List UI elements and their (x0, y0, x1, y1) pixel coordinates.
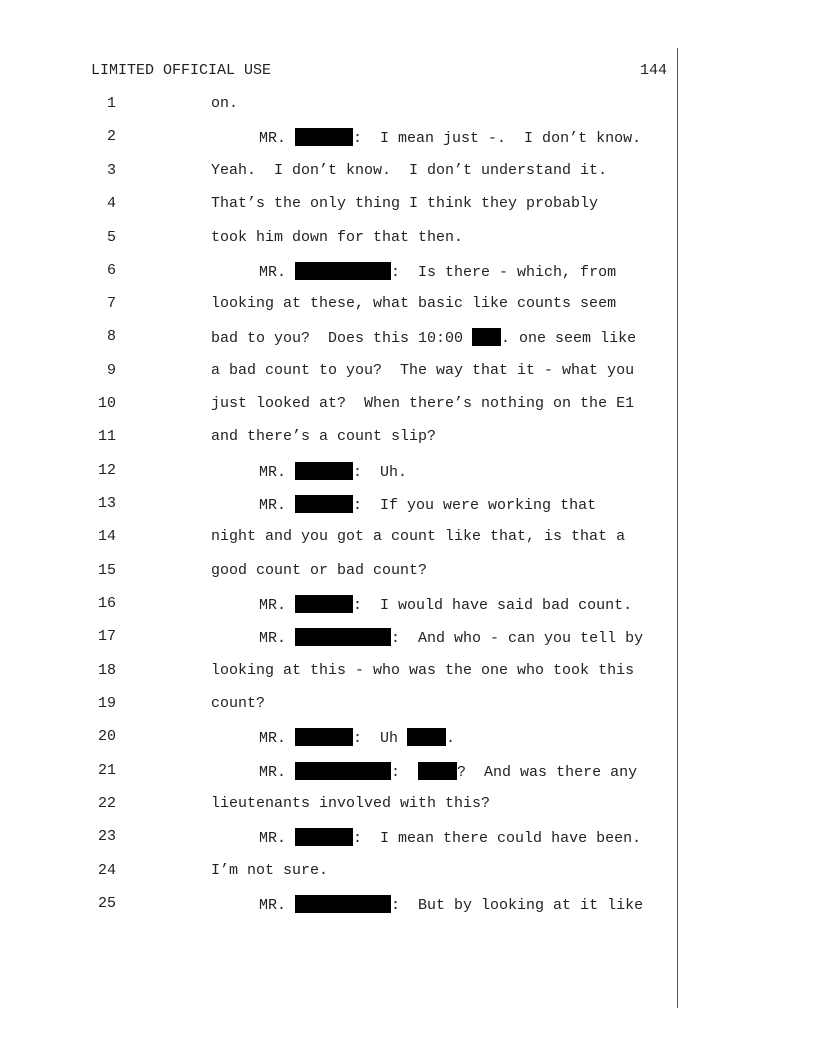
transcript-line (0, 728, 676, 748)
line-number: 25 (97, 895, 116, 912)
line-number: 24 (97, 862, 116, 879)
line-text: a bad count to you? The way that it - what you (211, 362, 635, 379)
redaction-box (295, 895, 391, 913)
line-number: 15 (97, 562, 116, 579)
line-number: 2 (106, 128, 116, 145)
line-number: 21 (97, 762, 116, 779)
line-text (259, 462, 407, 481)
speaker-prefix: MR. (259, 497, 287, 514)
redaction-box (295, 128, 353, 146)
transcript-line (0, 595, 676, 615)
transcript-line (0, 795, 676, 815)
line-text-content: : Uh (353, 730, 408, 747)
line-text (259, 828, 641, 847)
transcript-line (0, 195, 676, 215)
line-text-content: : But by looking at it like (391, 897, 644, 914)
speaker-prefix: MR. (259, 130, 287, 147)
line-text-content: . one seem like (501, 330, 637, 347)
line-number: 9 (106, 362, 116, 379)
line-text-content: : If you were working that (353, 497, 597, 514)
line-text-content: : (391, 764, 419, 781)
classification-header: LIMITED OFFICIAL USE (91, 62, 272, 79)
transcript-line (0, 229, 676, 249)
transcript-line (0, 528, 676, 548)
line-number: 1 (106, 95, 116, 112)
redaction-box (295, 462, 353, 480)
line-number: 8 (106, 328, 116, 345)
line-text-content: : Uh. (353, 464, 408, 481)
line-text-content: : I mean just -. I don’t know. (353, 130, 642, 147)
line-text: and there’s a count slip? (211, 428, 437, 445)
transcript-line (0, 362, 676, 382)
transcript-line (0, 328, 676, 348)
line-number: 4 (106, 195, 116, 212)
redaction-box (295, 628, 391, 646)
line-text: took him down for that then. (211, 229, 464, 246)
line-number: 18 (97, 662, 116, 679)
line-number: 13 (97, 495, 116, 512)
transcript-line (0, 128, 676, 148)
redaction-box (295, 828, 353, 846)
line-number: 3 (106, 162, 116, 179)
line-text-content: : And who - can you tell by (391, 630, 644, 647)
line-text-content: : I mean there could have been. (353, 830, 642, 847)
line-number: 23 (97, 828, 116, 845)
redaction-box (407, 728, 446, 746)
transcript-line (0, 695, 676, 715)
transcript-line (0, 428, 676, 448)
transcript-line (0, 862, 676, 882)
transcript-line (0, 628, 676, 648)
line-number: 17 (97, 628, 116, 645)
line-number: 11 (97, 428, 116, 445)
speaker-prefix: MR. (259, 597, 287, 614)
line-number: 10 (97, 395, 116, 412)
transcript-line (0, 95, 676, 115)
line-text (259, 762, 637, 781)
line-number: 22 (97, 795, 116, 812)
line-text: I’m not sure. (211, 862, 329, 879)
redaction-box (295, 595, 353, 613)
transcript-line (0, 262, 676, 282)
line-number: 6 (106, 262, 116, 279)
speaker-prefix: MR. (259, 764, 287, 781)
line-number: 19 (97, 695, 116, 712)
speaker-prefix: MR. (259, 830, 287, 847)
line-text-content: ? And was there any (457, 764, 638, 781)
line-text: on. (211, 95, 239, 112)
line-text (259, 595, 632, 614)
line-text: That’s the only thing I think they probably (211, 195, 599, 212)
line-text (211, 328, 636, 347)
speaker-prefix: MR. (259, 264, 287, 281)
line-text-content: bad to you? Does this 10:00 (211, 330, 473, 347)
right-margin-rule (677, 48, 678, 1008)
speaker-prefix: MR. (259, 464, 287, 481)
speaker-prefix: MR. (259, 730, 287, 747)
line-text: just looked at? When there’s nothing on the E1 (211, 395, 635, 412)
line-text (259, 262, 616, 281)
line-text (259, 895, 643, 914)
line-text: count? (211, 695, 266, 712)
transcript-line (0, 828, 676, 848)
line-text (259, 495, 596, 514)
speaker-prefix: MR. (259, 897, 287, 914)
transcript-line (0, 662, 676, 682)
transcript-line (0, 562, 676, 582)
line-text (259, 628, 643, 647)
line-number: 16 (97, 595, 116, 612)
line-number: 14 (97, 528, 116, 545)
redaction-box (295, 762, 391, 780)
page-number: 144 (639, 62, 667, 79)
line-text: looking at these, what basic like counts seem (211, 295, 617, 312)
line-text (259, 128, 641, 147)
transcript-line (0, 162, 676, 182)
line-text: Yeah. I don’t know. I don’t understand it. (211, 162, 608, 179)
transcript-line (0, 495, 676, 515)
line-text: lieutenants involved with this? (211, 795, 491, 812)
transcript-line (0, 762, 676, 782)
line-text: looking at this - who was the one who took this (211, 662, 635, 679)
redaction-box (472, 328, 501, 346)
redaction-box (418, 762, 457, 780)
line-text-content: : Is there - which, from (391, 264, 617, 281)
transcript-line (0, 462, 676, 482)
line-text: good count or bad count? (211, 562, 428, 579)
line-text (259, 728, 455, 747)
line-number: 12 (97, 462, 116, 479)
line-number: 5 (106, 229, 116, 246)
transcript-line (0, 295, 676, 315)
transcript-line (0, 395, 676, 415)
line-text-content: : I would have said bad count. (353, 597, 633, 614)
line-text-content: . (446, 730, 456, 747)
redaction-box (295, 728, 353, 746)
line-text: night and you got a count like that, is that a (211, 528, 626, 545)
redaction-box (295, 495, 353, 513)
speaker-prefix: MR. (259, 630, 287, 647)
transcript-line (0, 895, 676, 915)
line-number: 20 (97, 728, 116, 745)
redaction-box (295, 262, 391, 280)
line-number: 7 (106, 295, 116, 312)
